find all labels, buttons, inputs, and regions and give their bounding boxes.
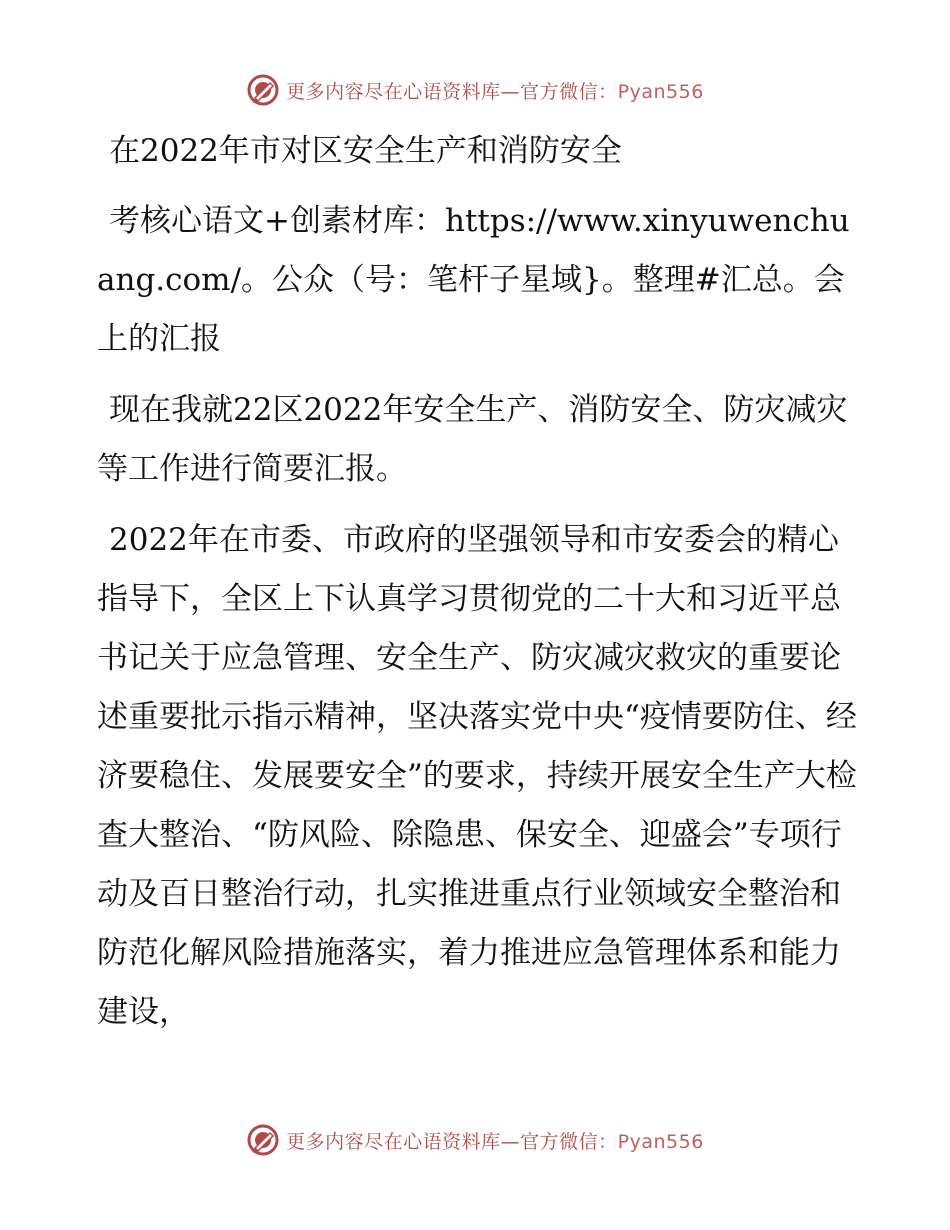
document-title: 在2022年市对区安全生产和消防安全 xyxy=(109,133,622,169)
watermark-text: 更多内容尽在心语资料库—官方微信：Pyan556 xyxy=(286,1130,704,1153)
footer-watermark xyxy=(0,1120,950,1160)
paragraph-1: 现在我就22区2022年安全生产、消防安全、防灾减灾等工作进行简要汇报。 xyxy=(97,392,848,487)
paragraph-2: 2022年在市委、市政府的坚强领导和市安委会的精心指导下，全区上下认真学习贯彻党的二十大和习近平总书记关于应急管理、安全生产、防灾减灾救灾的重要论述重要批示指示精神，坚决落实党中央“疫情要防住、经济要稳住、发展要安全”的要求，持续开展安全生产大检查大整治、“防风险、除隐患、保安全、迎盛会”专项行动及百日整治行动，扎实推进重点行业领域安全整治和防范化解风险措施落实，着力推进应急管理体系和能力建设， xyxy=(97,522,857,1030)
wechat-id: Pyan556 xyxy=(617,1130,704,1153)
document-body xyxy=(97,122,857,1042)
wechat-id: Pyan556 xyxy=(617,80,704,103)
pen-logo-icon xyxy=(246,73,280,107)
pen-logo-icon xyxy=(246,1123,280,1157)
header-watermark xyxy=(0,70,950,110)
document-subtitle: 考核心语文+创素材库：https://www.xinyuwenchuang.com/。公众（号：笔杆子星域}。整理#汇总。会上的汇报 xyxy=(97,203,850,357)
watermark-text: 更多内容尽在心语资料库—官方微信：Pyan556 xyxy=(286,80,704,103)
